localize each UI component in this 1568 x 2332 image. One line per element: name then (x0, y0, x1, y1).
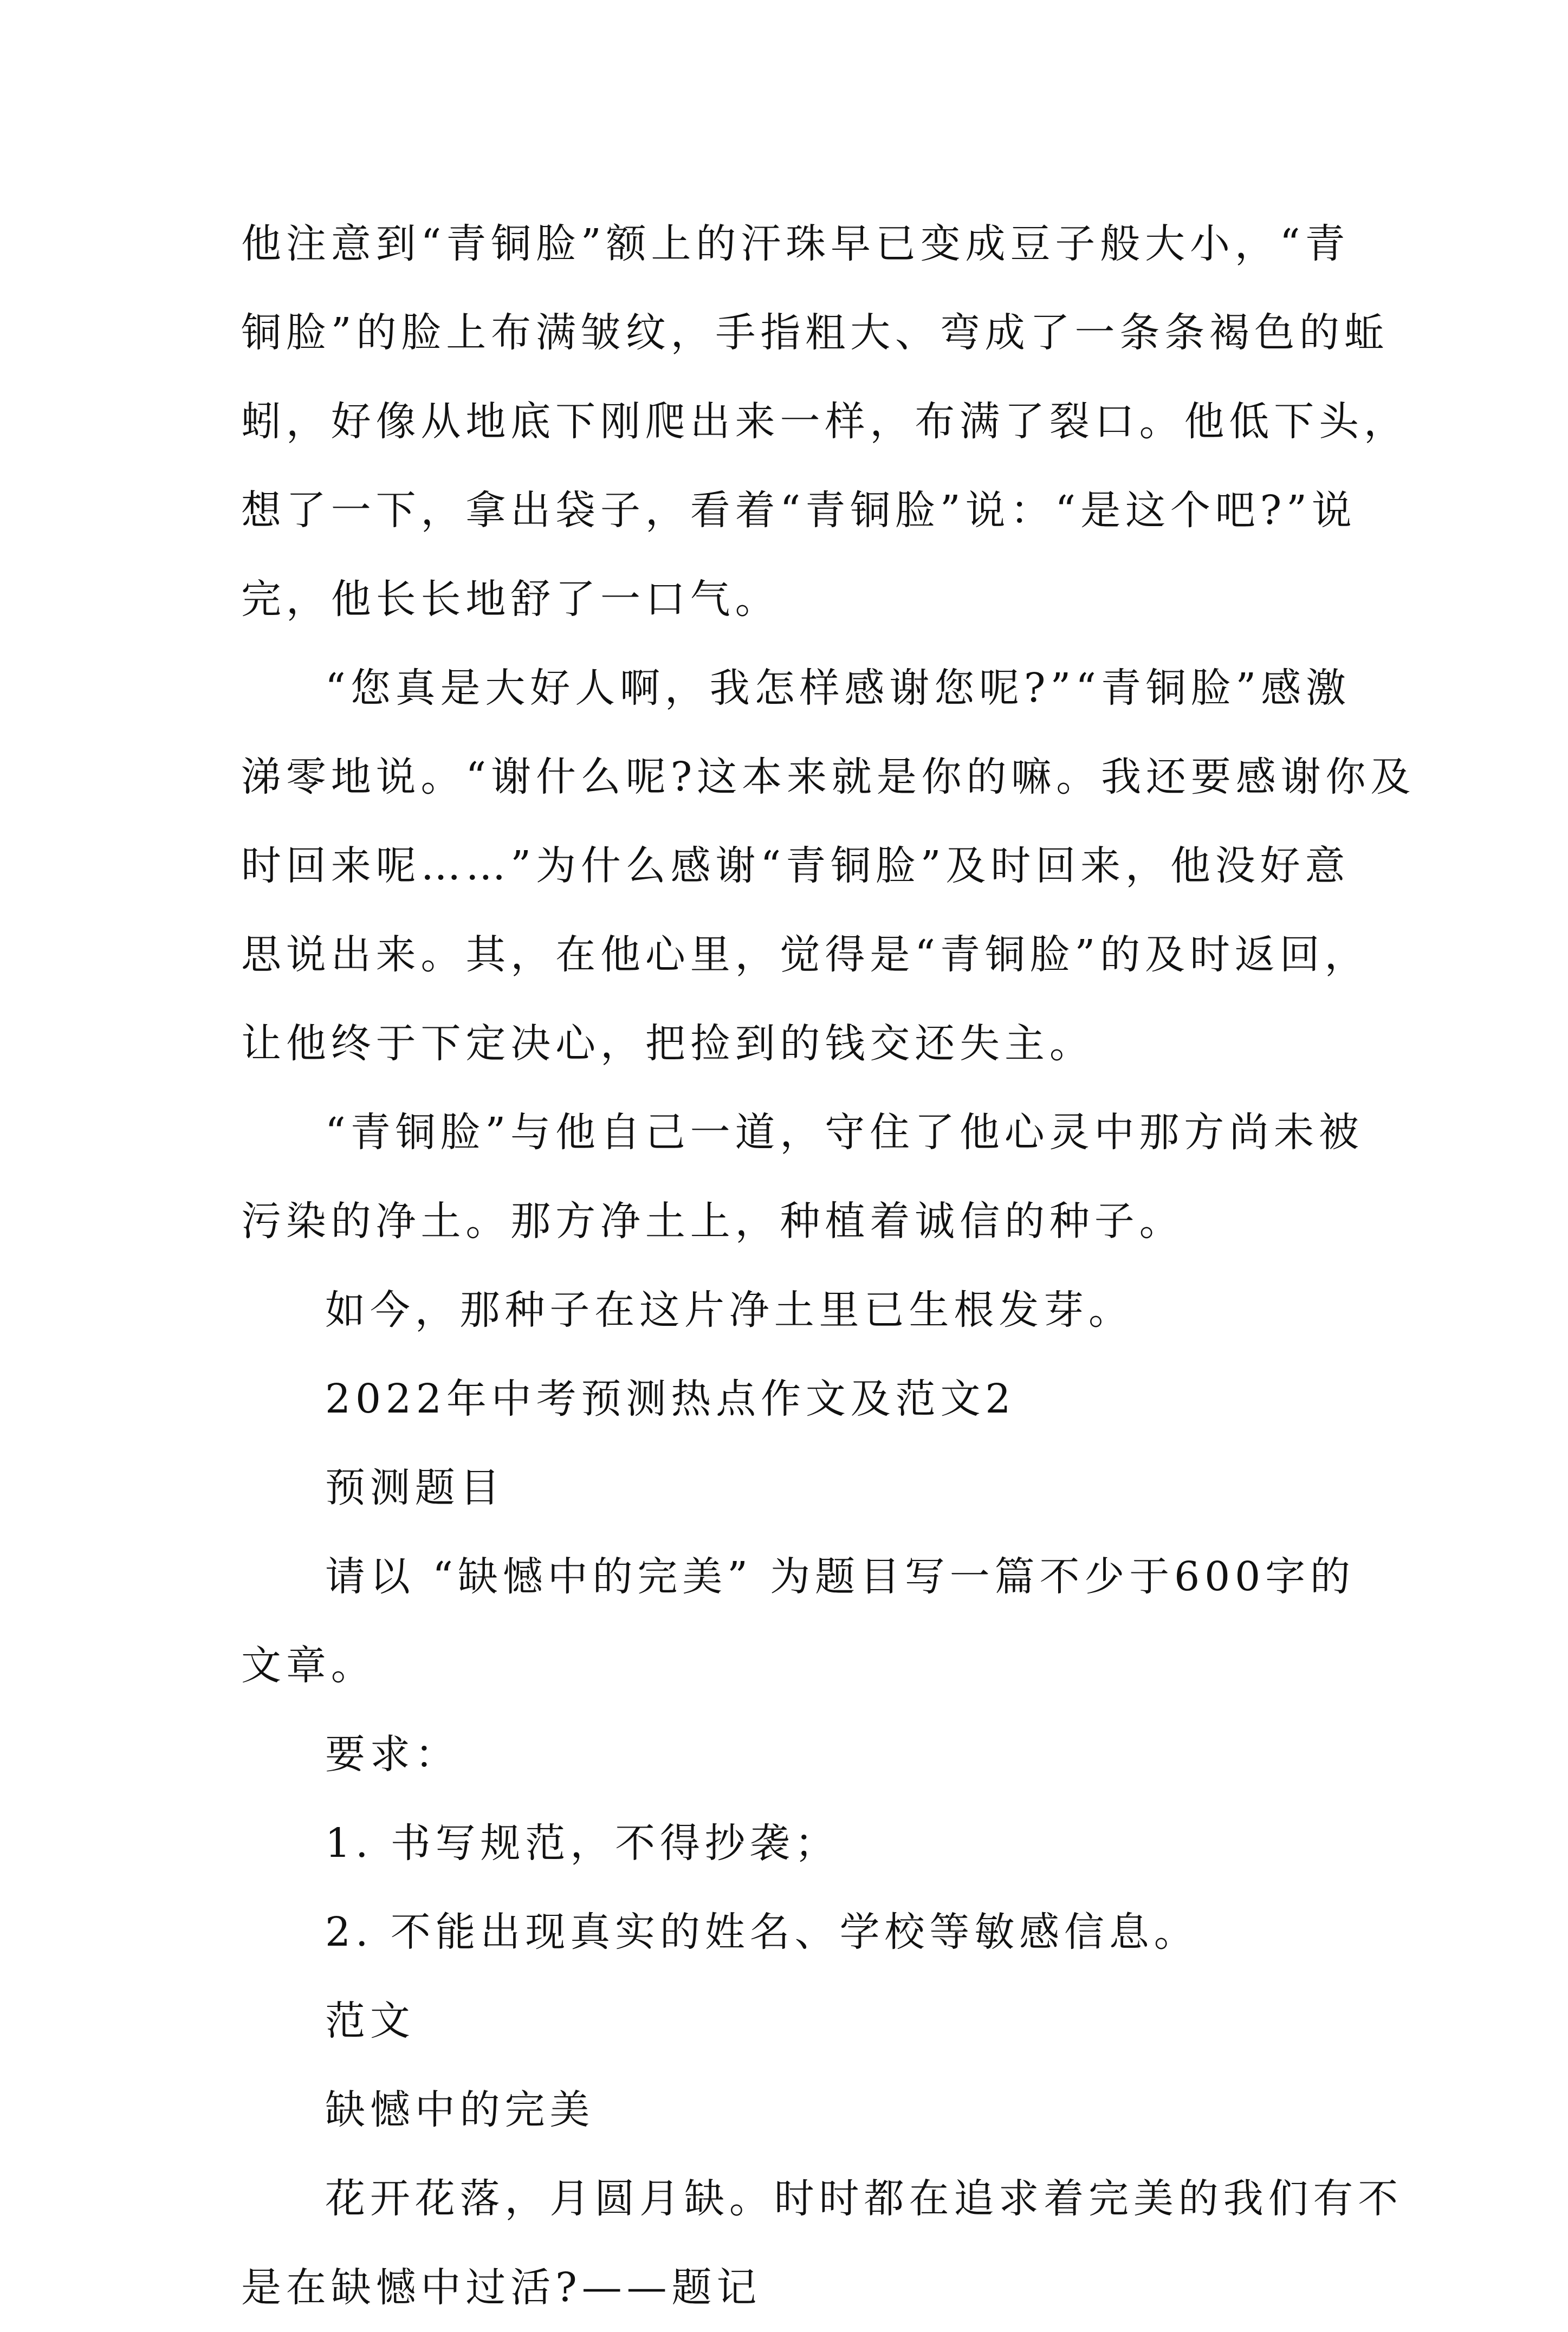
essay-title: 缺憾中的完美 (325, 2087, 595, 2133)
list-item: 2. 不能出现真实的姓名、学校等敏感信息。 (325, 1909, 1199, 1955)
text-line: 如今，那种子在这片净土里已生根发芽。 (325, 1287, 1133, 1333)
subheading: 预测题目 (325, 1465, 505, 1511)
text-line: 是在缺憾中过活?——题记 (241, 2264, 762, 2311)
text-line: 他注意到“青铜脸”额上的汗珠早已变成豆子般大小，“青 (241, 221, 1350, 267)
text-line: “青铜脸”与他自己一道，守住了他心灵中那方尚未被 (325, 1109, 1364, 1156)
text-line: 请以 “缺憾中的完美” 为题目写一篇不少于600字的 (325, 1553, 1355, 1600)
text-line: 污染的净土。那方净土上，种植着诚信的种子。 (241, 1198, 1184, 1245)
text-line: 让他终于下定决心，把捡到的钱交还失主。 (241, 1020, 1094, 1067)
section-heading: 2022年中考预测热点作文及范文2 (325, 1376, 1016, 1422)
text-line: “您真是大好人啊，我怎样感谢您呢?”“青铜脸”感激 (325, 665, 1351, 711)
text-line: 蚓，好像从地底下刚爬出来一样，布满了裂口。他低下头， (241, 398, 1409, 445)
text-line: 花开花落，月圆月缺。时时都在追求着完美的我们有不 (325, 2175, 1403, 2222)
subheading: 范文 (325, 1998, 415, 2044)
text-line: 想了一下，拿出袋子，看着“青铜脸”说：“是这个吧?”说 (241, 487, 1357, 534)
text-line: 涕零地说。“谢什么呢?这本来就是你的嘛。我还要感谢你及 (241, 754, 1416, 800)
text-line: 铜脸”的脸上布满皱纹，手指粗大、弯成了一条条褐色的蚯 (241, 309, 1389, 356)
text-line: 思说出来。其，在他心里，觉得是“青铜脸”的及时返回， (241, 931, 1370, 978)
text-line: 文章。 (241, 1642, 376, 1689)
text-line: 时回来呢……”为什么感谢“青铜脸”及时回来，他没好意 (241, 843, 1350, 889)
subheading: 要求： (325, 1731, 460, 1778)
list-item: 1. 书写规范，不得抄袭； (325, 1820, 840, 1867)
document-page (241, 199, 1416, 2332)
text-line: 完，他长长地舒了一口气。 (241, 576, 780, 623)
